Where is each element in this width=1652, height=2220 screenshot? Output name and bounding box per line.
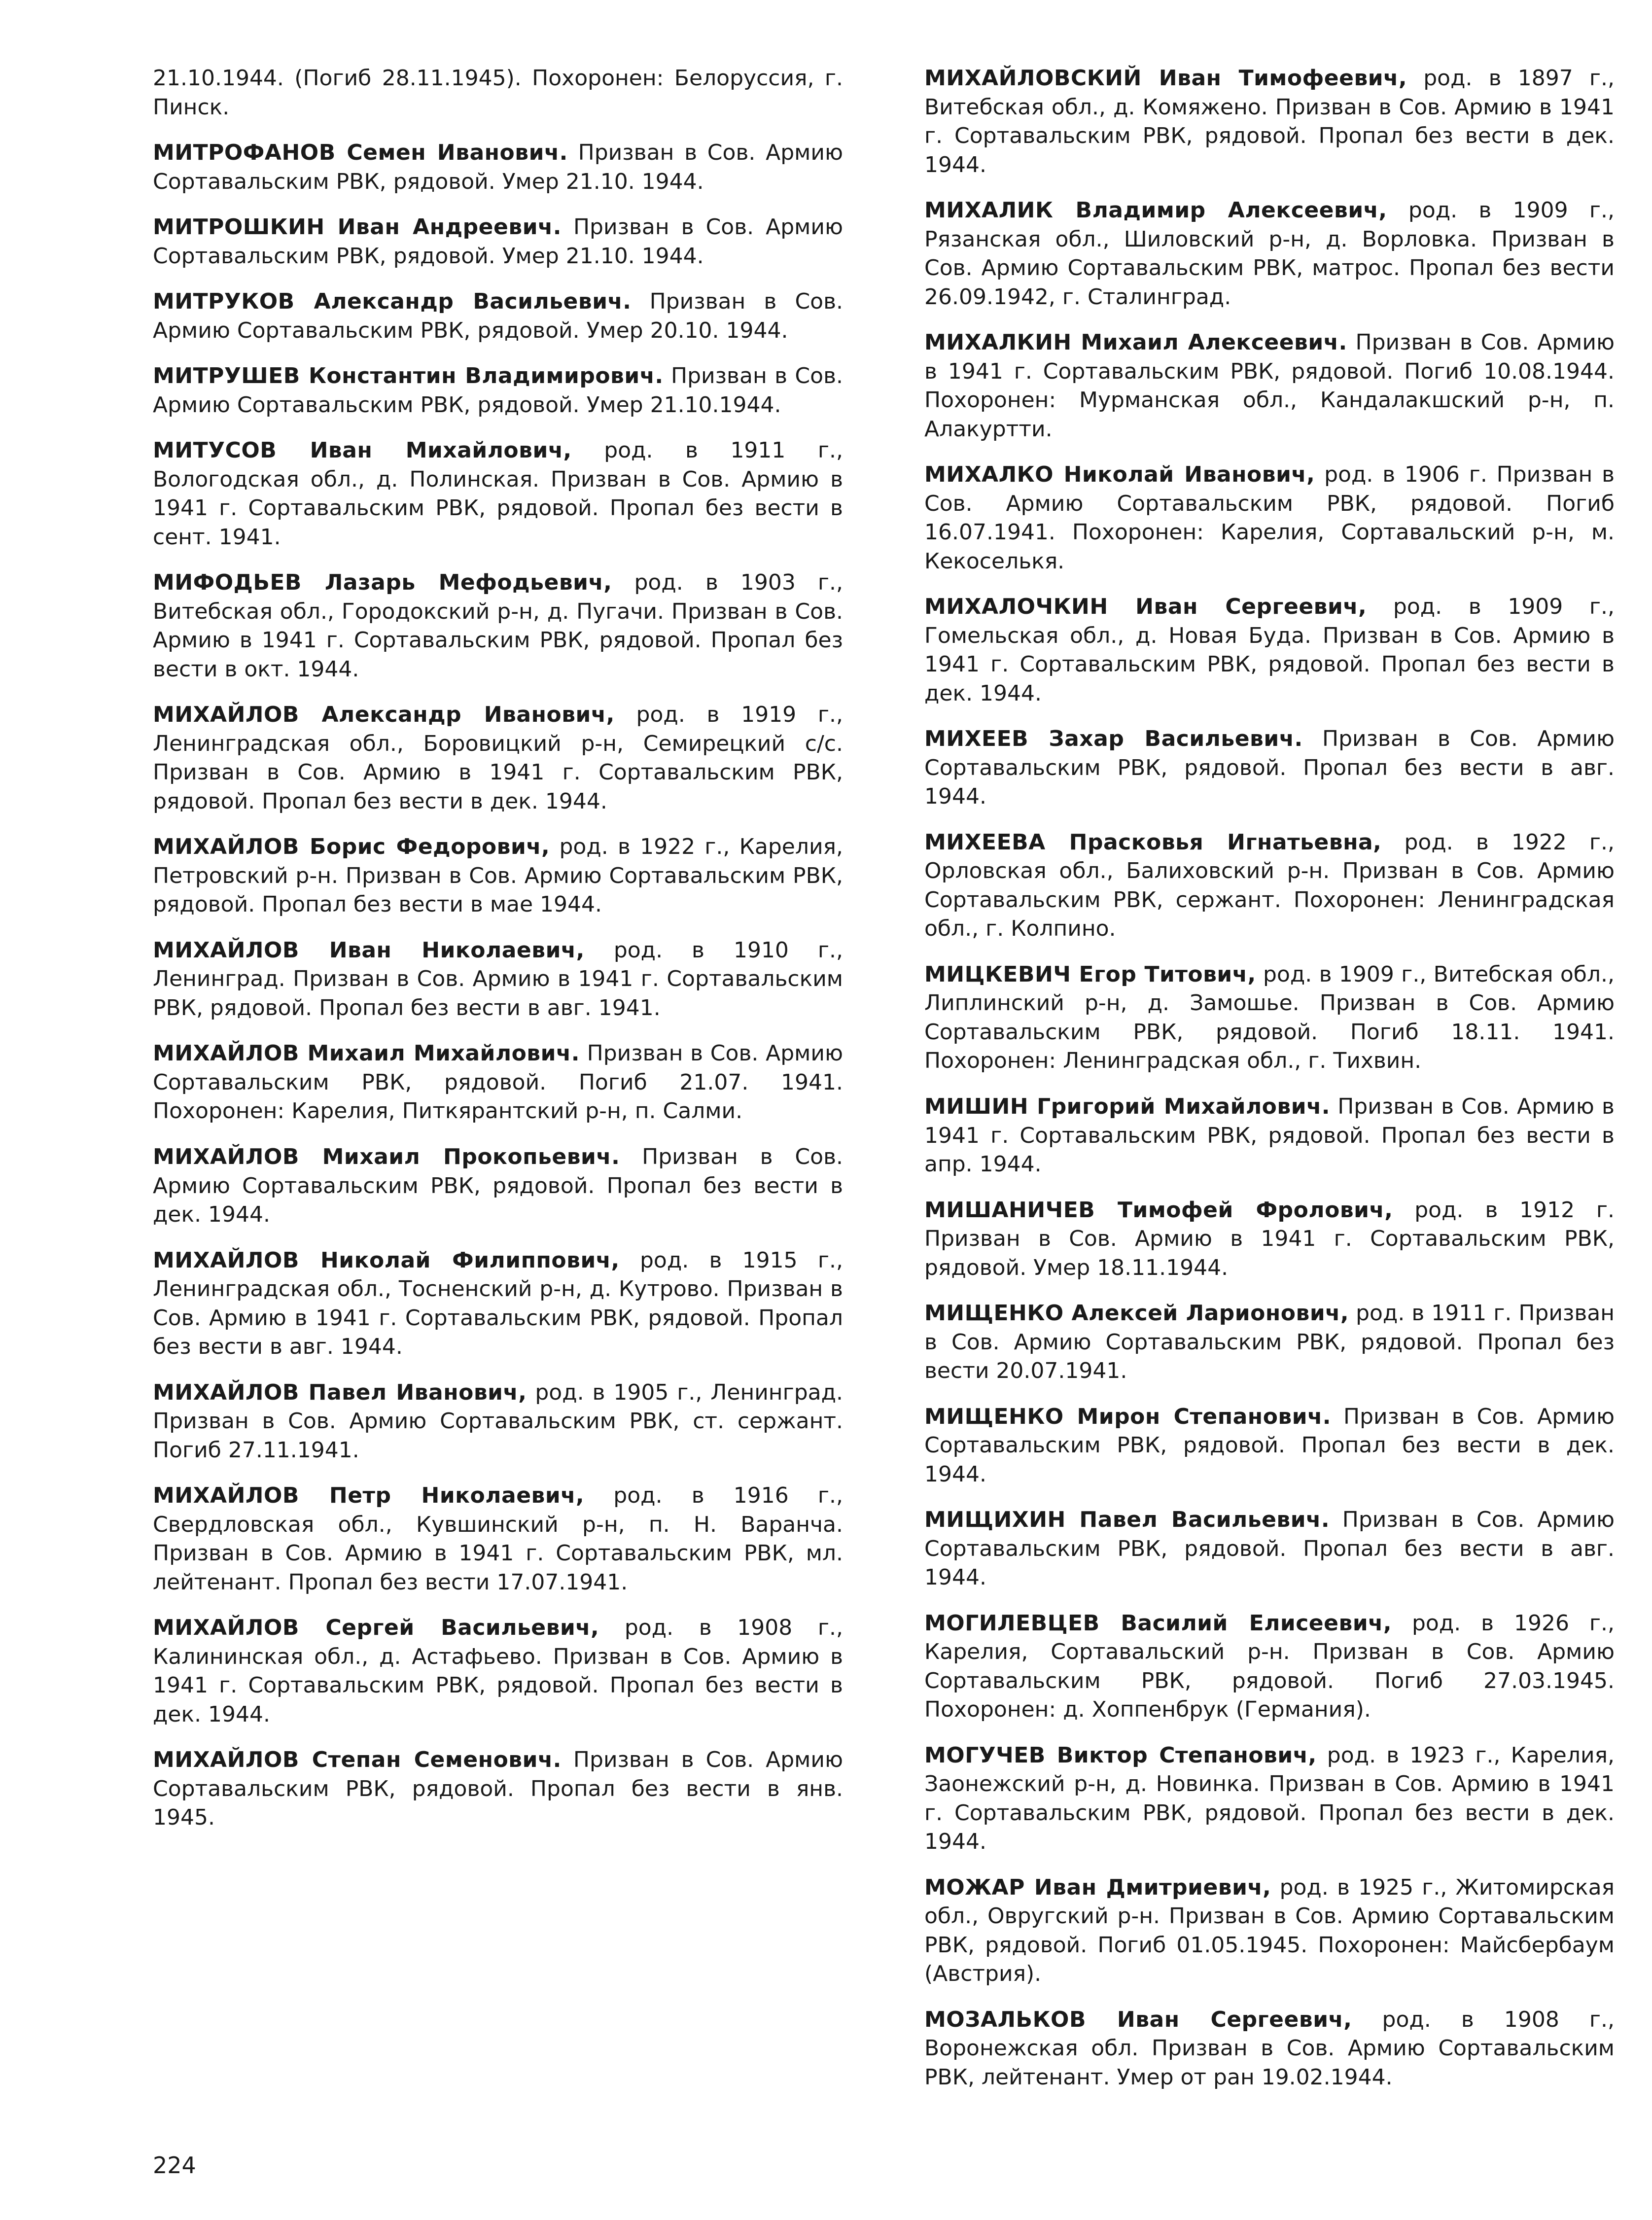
- entry: [924, 593, 1615, 708]
- entry-text: род. в 1897 г., Витебская обл., д. Комяжено. Призван в Сов. Армию в 1941 г. Сортавальским РВК, рядовой. Пропал без вести в дек. 1944.: [924, 66, 1615, 177]
- entry: [924, 960, 1615, 1076]
- entry-text: Призван в Сов. Армию Сортавальским РВК, рядовой. Пропал без вести в авг. 1944.: [924, 1507, 1615, 1590]
- entry-text: род. в 1909 г., Рязанская обл., Шиловский р-н, д. Ворловка. Призван в Сов. Армию Сортавальским РВК, матрос. Пропал без вести 26.09.1942, г. Сталинград.: [924, 198, 1615, 310]
- entry: [924, 1506, 1615, 1592]
- entry-text: Призван в Сов. Армию Сортавальским РВК, рядовой. Умер 21.10.1944.: [153, 363, 843, 418]
- entry-text: Призван в Сов. Армию Сортавальским РВК, рядовой. Пропал без вести в авг. 1944.: [924, 726, 1615, 810]
- entry-text: род. в 1923 г., Карелия, Заонежский р-н, д. Новинка. Призван в Сов. Армию в 1941 г. Сортавальским РВК, рядовой. Пропал без вести в дек. 1944.: [924, 1742, 1615, 1855]
- entry: [153, 436, 843, 552]
- entry: [153, 1481, 843, 1597]
- entry: [153, 568, 843, 684]
- entry-name: МИХАЙЛОВ Михаил Михайлович.: [153, 1041, 580, 1066]
- entry-name: МИХАЙЛОВ Александр Иванович,: [153, 702, 615, 728]
- right-column: [924, 64, 1615, 2109]
- entry: [153, 1143, 843, 1230]
- entry-text: род. в 1922 г., Карелия, Петровский р-н. Призван в Сов. Армию Сортавальским РВК, рядовой. Пропал без вести в мае 1944.: [153, 834, 843, 917]
- entry: [153, 936, 843, 1023]
- entry: [924, 1403, 1615, 1489]
- entry: [153, 139, 843, 196]
- entry-name: МИХАЛКИН Михаил Алексеевич.: [924, 330, 1347, 355]
- page-number: 224: [153, 2152, 196, 2179]
- entry: [924, 1092, 1615, 1179]
- entry-name: МОЖАР Иван Дмитриевич,: [924, 1874, 1271, 1900]
- entry-name: МИХАЙЛОВ Степан Семенович.: [153, 1747, 562, 1773]
- entry: [153, 1614, 843, 1729]
- entry-name: МИХАЙЛОВ Михаил Прокопьевич.: [153, 1144, 620, 1169]
- entry: [924, 1873, 1615, 1989]
- entry-name: МИЦКЕВИЧ Егор Титович,: [924, 961, 1256, 987]
- entry-text: Призван в Сов. Армию Сортавальским РВК, рядовой. Пропал без вести в дек. 1944.: [924, 1404, 1615, 1487]
- entry-name: МОГУЧЕВ Виктор Степанович,: [924, 1742, 1317, 1768]
- entry-name: МИХАЙЛОВ Петр Николаевич,: [153, 1483, 585, 1509]
- entry-name: МИЩЕНКО Мирон Степанович.: [924, 1404, 1332, 1429]
- entry-name: МОГИЛЕВЦЕВ Василий Елисеевич,: [924, 1610, 1392, 1636]
- entry-name: МИФОДЬЕВ Лазарь Мефодьевич,: [153, 570, 612, 596]
- entry-text: Призван в Сов. Армию Сортавальским РВК, рядовой. Умер 21.10. 1944.: [153, 214, 844, 269]
- entry: [153, 1746, 843, 1832]
- entry-name: МИХАЙЛОВ Павел Иванович,: [153, 1379, 527, 1405]
- entry: [924, 460, 1615, 576]
- entry-text: род. в 1908 г., Калининская обл., д. Астафьево. Призван в Сов. Армию в 1941 г. Сортавальским РВК, рядовой. Пропал без вести в дек. 1944.: [153, 1615, 843, 1727]
- entry-name: МИЩЕНКО Алексей Ларионович,: [924, 1301, 1349, 1326]
- entry: [924, 1299, 1615, 1386]
- entry: [924, 1196, 1615, 1283]
- entry-text: род. в 1926 г., Карелия, Сортавальский р-н. Призван в Сов. Армию Сортавальским РВК, рядовой. Погиб 27.03.1945. Похоронен: д. Хоппенбрук (Германия).: [924, 1610, 1615, 1723]
- entry: [924, 328, 1615, 444]
- entry-name: МОЗАЛЬКОВ Иван Сергеевич,: [924, 2007, 1352, 2032]
- entry: [153, 701, 843, 816]
- entry: [153, 64, 843, 122]
- entry-name: МИШАНИЧЕВ Тимофей Фролович,: [924, 1197, 1393, 1223]
- entry-text: род. в 1919 г., Ленинградская обл., Боровицкий р-н, Семирецкий с/с. Призван в Сов. Армию в 1941 г. Сортавальским РВК, рядовой. Пропал без вести в дек. 1944.: [153, 702, 844, 814]
- entry-name: МИХАЛОЧКИН Иван Сергеевич,: [924, 594, 1367, 620]
- entry-name: МИТРОФАНОВ Семен Иванович.: [153, 140, 568, 166]
- entry-name: МИЩИХИН Павел Васильевич.: [924, 1507, 1330, 1533]
- entry: [924, 725, 1615, 811]
- entry-text: Призван в Сов. Армию Сортавальским РВК, рядовой. Пропал без вести в янв. 1945.: [153, 1747, 844, 1831]
- entry-name: МИТУСОВ Иван Михайлович,: [153, 438, 572, 463]
- entry-text: Призван в Сов. Армию в 1941 г. Сортавальским РВК, рядовой. Пропал без вести в апр. 1944.: [924, 1093, 1615, 1177]
- entry-name: МИТРУШЕВ Константин Владимирович.: [153, 363, 664, 389]
- entry-text: род. в 1911 г., Вологодская обл., д. Полинская. Призван в Сов. Армию в 1941 г. Сортавальским РВК, рядовой. Пропал без вести в сент. 1941.: [153, 438, 843, 550]
- entry-text: Призван в Сов. Армию Сортавальским РВК, рядовой. Умер 20.10. 1944.: [153, 289, 844, 343]
- entry-text: род. в 1911 г. Призван в Сов. Армию Сортавальским РВК, рядовой. Пропал без вести 20.07.1941.: [924, 1301, 1615, 1384]
- entry-name: МИХЕЕВА Прасковья Игнатьевна,: [924, 829, 1382, 855]
- entry: [153, 1246, 843, 1362]
- entry: [924, 196, 1615, 312]
- entry-name: МИХЕЕВ Захар Васильевич.: [924, 726, 1303, 752]
- entry-text: род. в 1905 г., Ленинград. Призван в Сов. Армию Сортавальским РВК, ст. сержант. Погиб 27.11.1941.: [153, 1379, 843, 1463]
- entry-text: род. в 1922 г., Орловская обл., Балиховский р-н. Призван в Сов. Армию Сортавальским РВК, сержант. Похоронен: Ленинградская обл., г. Колпино.: [924, 829, 1615, 942]
- entry-name: МИТРОШКИН Иван Андреевич.: [153, 214, 562, 240]
- entry-text: род. в 1906 г. Призван в Сов. Армию Сортавальским РВК, рядовой. Погиб 16.07.1941. Похоронен: Карелия, Сортавальский р-н, м. Кекоселькя.: [924, 462, 1615, 574]
- entry-text: Призван в Сов. Армию в 1941 г. Сортавальским РВК, рядовой. Погиб 10.08.1944. Похоронен: Мурманская обл., Кандалакшский р-н, п. Алакуртти.: [924, 330, 1615, 442]
- entry: [924, 64, 1615, 179]
- entry-text: род. в 1925 г., Житомирская обл., Овругский р-н. Призван в Сов. Армию Сортавальским РВК, рядовой. Погиб 01.05.1945. Похоронен: Майсбербаум (Австрия).: [924, 1874, 1615, 1987]
- entry: [153, 362, 843, 420]
- entry: [924, 2006, 1615, 2092]
- entry: [153, 213, 843, 271]
- left-column: [153, 64, 843, 1849]
- entry-text: Призван в Сов. Армию Сортавальским РВК, рядовой. Погиб 21.07. 1941. Похоронен: Карелия, Питкярантский р-н, п. Салми.: [153, 1041, 843, 1124]
- entry-name: МИХАЛИК Владимир Алексеевич,: [924, 198, 1387, 223]
- entry-name: МИХАЙЛОВ Иван Николаевич,: [153, 937, 585, 963]
- entry-name: МИХАЙЛОВСКИЙ Иван Тимофеевич,: [924, 66, 1407, 91]
- entry-name: МИХАЙЛОВ Николай Филиппович,: [153, 1247, 620, 1273]
- entry-text: род. в 1916 г., Свердловская обл., Кувшинский р-н, п. Н. Варанча. Призван в Сов. Армию в 1941 г. Сортавальским РВК, мл. лейтенант. Пропал без вести 17.07.1941.: [153, 1483, 843, 1595]
- entry: [153, 1378, 843, 1465]
- entry: [924, 828, 1615, 944]
- entry: [153, 833, 843, 919]
- entry-text: род. в 1908 г., Воронежская обл. Призван в Сов. Армию Сортавальским РВК, лейтенант. Умер от ран 19.02.1944.: [924, 2007, 1615, 2090]
- entry: [924, 1741, 1615, 1857]
- entry-name: МИШИН Григорий Михайлович.: [924, 1093, 1330, 1119]
- entry: [924, 1609, 1615, 1725]
- entry-text: род. в 1915 г., Ленинградская обл., Тосненский р-н, д. Кутрово. Призван в Сов. Армию в 1941 г. Сортавальским РВК, рядовой. Пропал без вести в авг. 1944.: [153, 1247, 843, 1360]
- entry-name: МИХАЙЛОВ Борис Федорович,: [153, 834, 550, 860]
- entry-name: МИТРУКОВ Александр Васильевич.: [153, 289, 632, 315]
- entry-text: род. в 1910 г., Ленинград. Призван в Сов. Армию в 1941 г. Сортавальским РВК, рядовой. Пропал без вести в авг. 1941.: [153, 937, 843, 1021]
- entry-text: род. в 1909 г., Витебская обл., Липлинский р-н, д. Замошье. Призван в Сов. Армию Сортавальским РВК, рядовой. Погиб 18.11. 1941. Похоронен: Ленинградская обл., г. Тихвин.: [924, 961, 1615, 1074]
- entry: [153, 287, 843, 345]
- entry-text: род. в 1903 г., Витебская обл., Городокский р-н, д. Пугачи. Призван в Сов. Армию в 1941 г. Сортавальским РВК, рядовой. Пропал без вести в окт. 1944.: [153, 570, 843, 682]
- entry-text: 21.10.1944. (Погиб 28.11.1945). Похоронен: Белоруссия, г. Пинск.: [153, 66, 843, 120]
- entry: [153, 1039, 843, 1126]
- entry-name: МИХАЛКО Николай Иванович,: [924, 462, 1315, 488]
- entry-text: Призван в Сов. Армию Сортавальским РВК, рядовой. Пропал без вести в дек. 1944.: [153, 1144, 843, 1228]
- entry-text: Призван в Сов. Армию Сортавальским РВК, рядовой. Умер 21.10. 1944.: [153, 140, 843, 194]
- entry-text: род. в 1909 г., Гомельская обл., д. Новая Буда. Призван в Сов. Армию в 1941 г. Сортавальским РВК, рядовой. Пропал без вести в дек. 1944.: [924, 594, 1615, 706]
- entry-text: род. в 1912 г. Призван в Сов. Армию в 1941 г. Сортавальским РВК, рядовой. Умер 18.11.1944.: [924, 1197, 1615, 1280]
- entry-name: МИХАЙЛОВ Сергей Васильевич,: [153, 1615, 599, 1641]
